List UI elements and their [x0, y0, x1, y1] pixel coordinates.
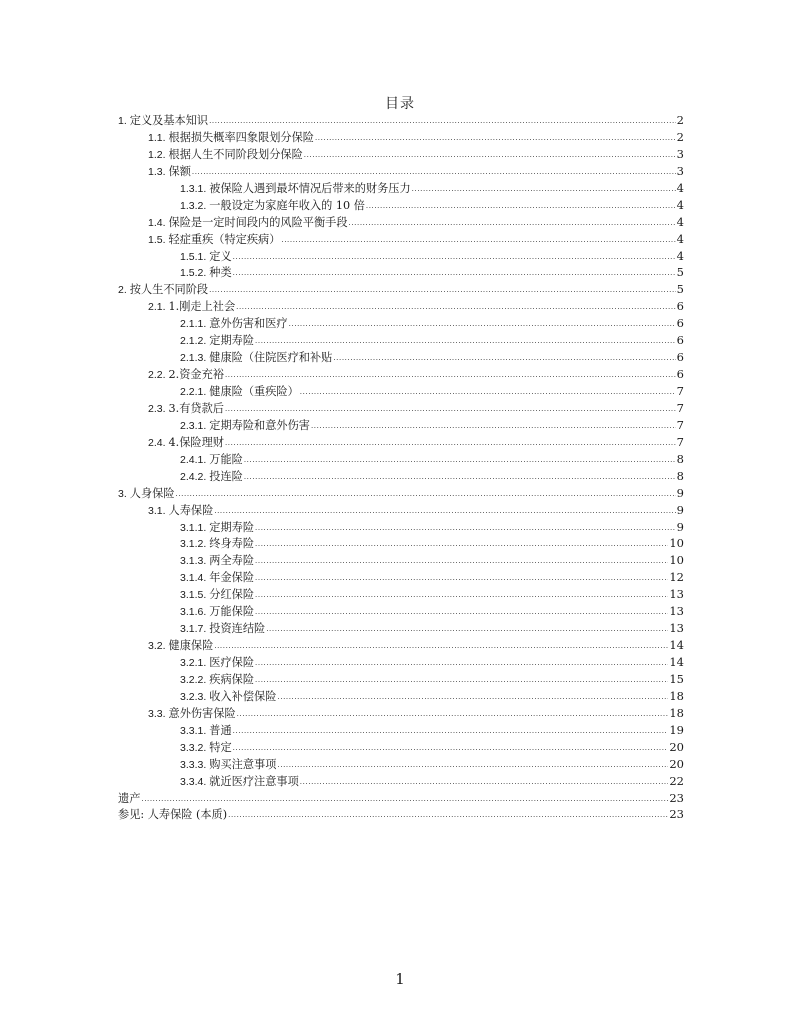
toc-entry-page: 6 [676, 350, 684, 365]
page-number: 1 [395, 970, 405, 988]
toc-entry-number: 3.3.4. [180, 775, 207, 788]
toc-entry-number: 3.3.1. [180, 724, 207, 737]
toc-dot-leader [304, 147, 676, 164]
toc-dot-leader [366, 198, 676, 215]
toc-entry-page: 6 [676, 367, 684, 382]
toc-dot-leader [255, 333, 676, 350]
toc-entry-page: 6 [676, 333, 684, 348]
toc-entry-number: 3.1.3. [180, 555, 207, 568]
toc-entry-title: 就近医疗注意事项 [209, 774, 299, 788]
toc-entry-page: 18 [669, 688, 684, 703]
toc-entry[interactable] [118, 231, 684, 248]
toc-entry-number: 2. [118, 284, 127, 297]
toc-entry-title: 意外伤害保险 [168, 706, 236, 720]
toc-dot-leader [255, 604, 668, 621]
toc-entry-number: 3.3.2. [180, 741, 207, 754]
toc-dot-leader [349, 215, 676, 232]
toc-entry-number: 1.5. [148, 233, 166, 246]
toc-entry-page: 9 [676, 502, 684, 517]
toc-entry[interactable] [118, 332, 684, 349]
toc-entry-page: 18 [669, 705, 684, 720]
toc-entry-title: 3.有贷款后 [168, 401, 224, 415]
toc-entry-number: 3.3.3. [180, 758, 207, 771]
toc-entry-page: 7 [676, 384, 684, 398]
toc-entry-page: 4 [676, 197, 684, 212]
toc-entry-number: 3.1.6. [180, 606, 207, 619]
toc-entry-title: 万能险 [209, 452, 243, 466]
toc-dot-leader [255, 587, 668, 604]
toc-dot-leader [412, 181, 676, 198]
toc-entry-page: 2 [676, 113, 684, 127]
toc-entry-page: 19 [669, 722, 684, 737]
toc-entry-page: 14 [669, 638, 684, 653]
toc-dot-leader [255, 553, 668, 570]
toc-entry[interactable] [118, 790, 684, 807]
toc-dot-leader [228, 807, 668, 824]
toc-entry-number: 3.1.7. [180, 623, 207, 636]
toc-entry-title: 投连险 [209, 469, 243, 483]
toc-entry-page: 4 [676, 248, 684, 263]
toc-entry-title: 收入补偿保险 [209, 689, 277, 703]
toc-entry-title: 万能保险 [209, 605, 255, 619]
toc-entry-page: 5 [676, 265, 684, 280]
toc-dot-leader [244, 452, 676, 469]
toc-entry[interactable] [118, 146, 684, 163]
toc-entry-number: 2.3. [148, 402, 166, 415]
toc-dot-leader [233, 740, 669, 757]
toc-entry-title: 终身寿险 [209, 537, 255, 551]
toc-entry[interactable] [118, 586, 684, 603]
toc-dot-leader [225, 367, 676, 384]
toc-entry-number: 2.4. [148, 436, 166, 449]
toc-entry-number: 3.3. [148, 707, 166, 720]
toc-entry-number: 1.1. [148, 131, 166, 144]
toc-dot-leader [225, 435, 676, 452]
toc-entry-page: 3 [676, 163, 684, 178]
toc-entry-number: 3. [118, 487, 127, 500]
toc-entry-number: 2.2. [148, 369, 166, 382]
toc-entry-title: 参见: 人寿保险 (本质) [118, 808, 228, 822]
toc-entry-number: 2.1. [148, 301, 166, 314]
toc-entry-title: 1.刚走上社会 [168, 300, 236, 314]
toc-entry-number: 3.1.2. [180, 538, 207, 551]
toc-dot-leader [214, 638, 668, 655]
toc-dot-leader [209, 282, 676, 299]
toc-entry[interactable] [118, 773, 684, 790]
toc-dot-leader [233, 265, 676, 282]
toc-dot-leader [255, 570, 668, 587]
toc-dot-leader [225, 401, 676, 418]
toc-entry[interactable] [118, 400, 684, 417]
toc-entry[interactable] [118, 417, 684, 434]
toc-entry-page: 4 [676, 214, 684, 229]
toc-entry[interactable] [118, 434, 684, 451]
toc-entry-page: 9 [676, 485, 684, 500]
toc-entry-page: 10 [669, 553, 684, 568]
toc-entry-title: 特定 [209, 740, 232, 754]
toc-entry[interactable] [118, 112, 684, 129]
toc-entry-number: 1.5.2. [180, 267, 207, 280]
toc-entry-number: 3.2.3. [180, 690, 207, 703]
toc-dot-leader [244, 469, 676, 486]
toc-entry-page: 20 [669, 756, 684, 771]
toc-entry-title: 意外伤害和医疗 [209, 317, 288, 331]
toc-entry[interactable] [118, 214, 684, 231]
toc-entry-page: 6 [676, 299, 684, 314]
toc-entry-page: 2 [676, 129, 684, 144]
toc-entry[interactable] [118, 349, 684, 366]
toc-entry-number: 2.1.1. [180, 318, 207, 331]
toc-dot-leader [209, 113, 676, 130]
toc-dot-leader [255, 536, 668, 553]
toc-entry-page: 9 [676, 519, 684, 534]
toc-entry-page: 3 [676, 146, 684, 161]
toc-dot-leader [237, 706, 669, 723]
toc-entry-number: 3.1.1. [180, 521, 207, 534]
toc-entry-title: 2.资金充裕 [168, 368, 224, 382]
toc-dot-leader [141, 791, 668, 808]
toc-entry-title: 保额 [168, 164, 191, 178]
toc-entry[interactable] [118, 468, 684, 485]
toc-entry[interactable] [118, 671, 684, 688]
toc-entry-title: 人寿保险 [168, 503, 214, 517]
toc-entry-page: 14 [669, 655, 684, 669]
table-of-contents [118, 112, 684, 823]
toc-entry[interactable] [118, 569, 684, 586]
toc-entry-title: 投资连结险 [209, 622, 266, 636]
toc-entry-title: 定期寿险 [209, 334, 255, 348]
toc-entry-number: 3.2.2. [180, 673, 207, 686]
toc-entry-title: 被保险人遇到最坏情况后带来的财务压力 [209, 181, 411, 195]
toc-entry-number: 3.2.1. [180, 657, 207, 669]
toc-entry-page: 22 [669, 773, 684, 788]
toc-entry-number: 1.3.1. [180, 182, 207, 195]
toc-entry[interactable] [118, 535, 684, 552]
toc-entry[interactable] [118, 129, 684, 146]
toc-entry[interactable] [118, 485, 684, 502]
toc-entry[interactable] [118, 502, 684, 519]
toc-dot-leader [255, 655, 668, 672]
toc-entry-title: 定义及基本知识 [129, 114, 209, 127]
toc-dot-leader [176, 486, 676, 503]
toc-entry-page: 8 [676, 468, 684, 483]
toc-entry[interactable] [118, 637, 684, 654]
toc-dot-leader [311, 418, 676, 435]
toc-entry-title: 健康保险 [168, 639, 214, 653]
toc-entry-title: 定期寿险 [209, 520, 255, 534]
toc-dot-leader [266, 621, 668, 638]
toc-entry-page: 15 [669, 671, 684, 686]
toc-entry-page: 23 [669, 790, 684, 805]
toc-entry-number: 2.1.3. [180, 352, 207, 365]
toc-entry-title: 年金保险 [209, 571, 255, 585]
toc-dot-leader [277, 757, 668, 774]
toc-entry-number: 1.4. [148, 216, 166, 229]
toc-entry-page: 13 [669, 587, 684, 602]
toc-dot-leader [289, 316, 676, 333]
toc-entry-page: 4 [676, 180, 684, 195]
toc-entry-title: 普通 [209, 723, 232, 737]
toc-entry-page: 7 [676, 434, 684, 449]
toc-dot-leader [300, 384, 676, 401]
toc-entry-title: 定期寿险和意外伤害 [209, 418, 310, 432]
toc-entry-page: 13 [669, 621, 684, 636]
toc-entry-number: 1.3. [148, 165, 166, 178]
toc-entry-number: 1.2. [148, 148, 166, 161]
toc-entry-title: 医疗保险 [209, 656, 255, 669]
toc-entry[interactable] [118, 739, 684, 756]
toc-dot-leader [255, 672, 668, 689]
toc-dot-leader [233, 723, 669, 740]
toc-entry-page: 7 [676, 417, 684, 432]
toc-entry[interactable] [118, 298, 684, 315]
toc-entry[interactable] [118, 688, 684, 705]
toc-entry[interactable] [118, 806, 684, 823]
toc-entry-title: 购买注意事项 [209, 757, 277, 771]
toc-dot-leader [315, 130, 676, 147]
toc-entry[interactable] [118, 603, 684, 620]
toc-entry[interactable] [118, 519, 684, 536]
toc-entry[interactable] [118, 281, 684, 298]
toc-entry-number: 1.3.2. [180, 199, 207, 212]
toc-entry[interactable] [118, 197, 684, 214]
toc-entry[interactable] [118, 654, 684, 671]
toc-dot-leader [233, 249, 676, 266]
toc-entry-page: 13 [669, 604, 684, 619]
toc-dot-leader [192, 164, 676, 181]
toc-entry-number: 3.1.5. [180, 589, 207, 602]
toc-entry-number: 1. [118, 115, 127, 127]
toc-entry[interactable] [118, 620, 684, 637]
toc-entry[interactable] [118, 264, 684, 281]
toc-entry-number: 2.3.1. [180, 419, 207, 432]
toc-entry-number: 3.1. [148, 504, 166, 517]
toc-entry-number: 2.1.2. [180, 335, 207, 348]
toc-entry-title: 疾病保险 [209, 672, 255, 686]
toc-entry-title: 4.保险理财 [168, 435, 224, 449]
toc-entry-title: 定义 [209, 249, 232, 263]
toc-entry[interactable] [118, 180, 684, 197]
toc-dot-leader [300, 774, 669, 791]
toc-entry-title: 按人生不同阶段 [129, 283, 209, 297]
toc-entry-title: 种类 [209, 266, 232, 280]
toc-entry[interactable] [118, 163, 684, 180]
toc-entry-page: 12 [669, 570, 684, 585]
toc-dot-leader [277, 689, 668, 706]
toc-dot-leader [236, 299, 676, 316]
toc-entry-page: 7 [676, 400, 684, 415]
toc-entry-title: 一般设定为家庭年收入的 10 倍 [209, 198, 365, 212]
toc-entry[interactable] [118, 248, 684, 265]
toc-entry-number: 2.4.2. [180, 470, 207, 483]
toc-entry[interactable] [118, 722, 684, 739]
toc-entry-title: 根据损失概率四象限划分保险 [168, 130, 314, 144]
toc-entry-title: 人身保险 [129, 486, 175, 500]
toc-title: 目录 [385, 96, 415, 112]
toc-entry-page: 5 [676, 282, 684, 297]
toc-entry-title: 轻症重疾（特定疾病） [168, 232, 281, 246]
toc-entry[interactable] [118, 451, 684, 468]
toc-entry-number: 3.1.4. [180, 572, 207, 585]
toc-dot-leader [281, 232, 675, 249]
toc-entry-page: 4 [676, 231, 684, 246]
toc-entry-title: 遗产 [118, 791, 141, 805]
toc-dot-leader [255, 520, 676, 537]
toc-entry-page: 8 [676, 451, 684, 466]
toc-dot-leader [214, 503, 675, 520]
toc-entry-title: 保险是一定时间段内的风险平衡手段 [168, 215, 348, 229]
toc-entry[interactable] [118, 756, 684, 773]
toc-entry[interactable] [118, 705, 684, 722]
toc-entry-title: 分红保险 [209, 588, 255, 602]
toc-entry-title: 两全寿险 [209, 554, 255, 568]
toc-entry-number: 2.4.1. [180, 453, 207, 466]
toc-entry[interactable] [118, 383, 684, 400]
toc-entry-number: 3.2. [148, 640, 166, 653]
toc-entry[interactable] [118, 552, 684, 569]
toc-entry-page: 6 [676, 316, 684, 331]
toc-entry[interactable] [118, 366, 684, 383]
toc-entry-title: 根据人生不同阶段划分保险 [168, 147, 303, 161]
toc-entry-title: 健康险（重疾险） [209, 385, 299, 398]
toc-entry-number: 1.5.1. [180, 250, 207, 263]
toc-entry-number: 2.2.1. [180, 386, 207, 398]
toc-entry-page: 23 [669, 807, 684, 822]
toc-dot-leader [333, 350, 675, 367]
toc-entry-title: 健康险（住院医疗和补贴 [209, 351, 333, 365]
toc-entry-page: 10 [669, 536, 684, 551]
toc-entry-page: 20 [669, 739, 684, 754]
toc-entry[interactable] [118, 315, 684, 332]
